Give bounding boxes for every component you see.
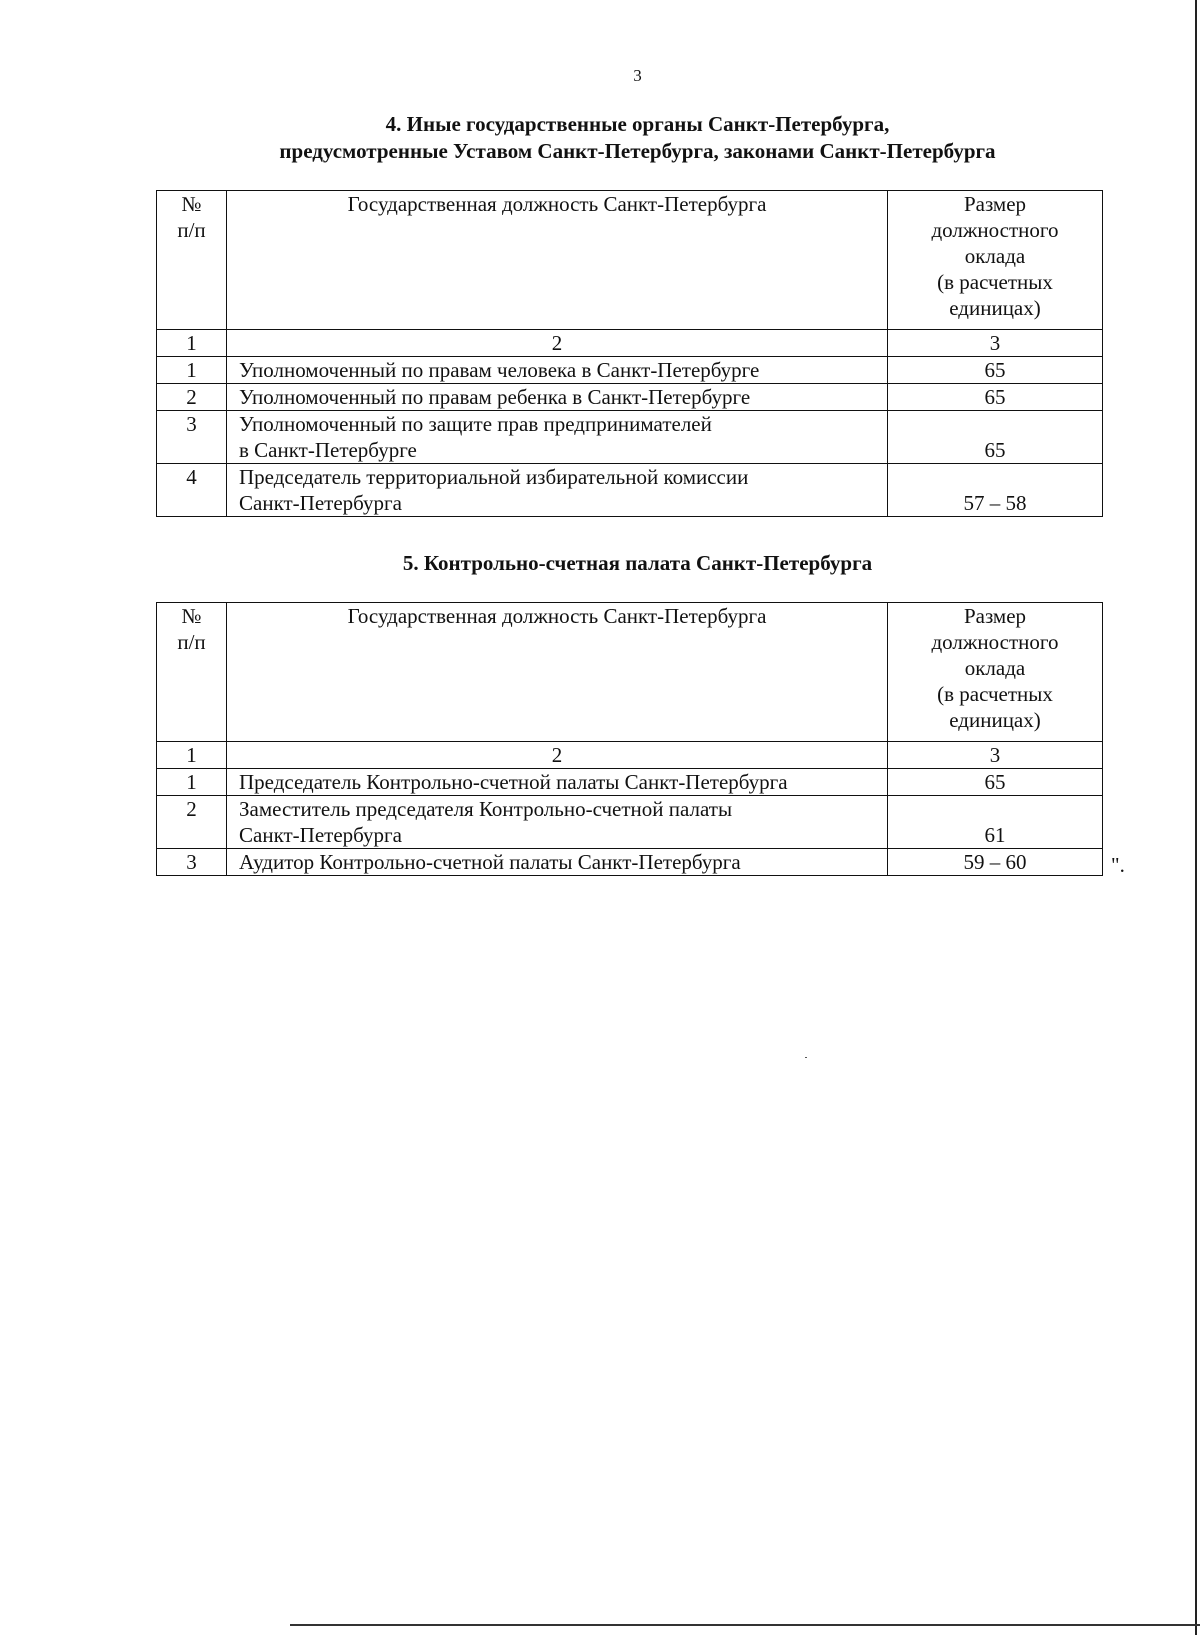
row-number: 1 bbox=[157, 769, 227, 796]
table-row bbox=[157, 384, 1103, 411]
position-name bbox=[227, 411, 888, 464]
header-position-cell: Государственная должность Санкт-Петербурга bbox=[227, 603, 888, 742]
scan-edge-bottom bbox=[290, 1624, 1200, 1626]
scan-speck bbox=[805, 1057, 807, 1058]
table-row bbox=[157, 357, 1103, 384]
header-size-line: (в расчетных bbox=[937, 682, 1053, 706]
table-row bbox=[157, 849, 1103, 876]
salary-value: 65 bbox=[888, 384, 1103, 411]
header-number-cell bbox=[157, 191, 227, 330]
salary-value: 65 bbox=[888, 357, 1103, 384]
row-number: 3 bbox=[157, 849, 227, 876]
closing-quote: ". bbox=[1111, 853, 1125, 877]
header-size-line: оклада bbox=[964, 244, 1026, 268]
salary-value: 65 bbox=[888, 411, 1103, 464]
position-name-line: Санкт-Петербурга bbox=[239, 823, 402, 847]
section5-title bbox=[0, 550, 1200, 577]
position-name bbox=[227, 769, 888, 796]
section5-table bbox=[156, 602, 1103, 876]
section4-title-line1: 4. Иные государственные органы Санкт-Петербурга, bbox=[385, 112, 890, 136]
column-index-cell: 1 bbox=[157, 742, 227, 769]
row-number: 4 bbox=[157, 464, 227, 517]
table-row bbox=[157, 769, 1103, 796]
header-size-line: Размер bbox=[963, 604, 1027, 628]
section4-title-line2: предусмотренные Уставом Санкт-Петербурга, законами Санкт-Петербурга bbox=[279, 139, 996, 163]
position-name-line: Заместитель председателя Контрольно-счетной палаты bbox=[239, 797, 733, 821]
position-name bbox=[227, 464, 888, 517]
salary-value: 65 bbox=[888, 769, 1103, 796]
section4-title bbox=[0, 111, 1200, 165]
column-index-row bbox=[157, 742, 1103, 769]
header-number-abbr: п/п bbox=[177, 630, 206, 654]
column-index-cell: 2 bbox=[227, 330, 888, 357]
salary-value: 57 – 58 bbox=[888, 464, 1103, 517]
table-header-row bbox=[157, 191, 1103, 330]
header-number-cell bbox=[157, 603, 227, 742]
table-row bbox=[157, 796, 1103, 849]
scan-edge-right bbox=[1195, 0, 1197, 1635]
row-number: 2 bbox=[157, 796, 227, 849]
header-size-line: единицах) bbox=[949, 296, 1041, 320]
salary-value: 61 bbox=[888, 796, 1103, 849]
position-name-line: Уполномоченный по защите прав предпринимателей bbox=[239, 412, 712, 436]
salary-value: 59 – 60 bbox=[888, 849, 1103, 876]
header-size-line: должностного bbox=[931, 630, 1059, 654]
table-row bbox=[157, 464, 1103, 517]
table-header-row bbox=[157, 603, 1103, 742]
row-number: 3 bbox=[157, 411, 227, 464]
column-index-cell: 3 bbox=[888, 742, 1103, 769]
header-size-cell bbox=[888, 603, 1103, 742]
column-index-cell: 3 bbox=[888, 330, 1103, 357]
header-number-symbol: № bbox=[181, 192, 202, 216]
column-index-cell: 1 bbox=[157, 330, 227, 357]
position-name bbox=[227, 796, 888, 849]
position-name bbox=[227, 849, 888, 876]
section4-table bbox=[156, 190, 1103, 517]
header-size-line: оклада bbox=[964, 656, 1026, 680]
page-number: 3 bbox=[633, 66, 642, 85]
header-size-line: Размер bbox=[963, 192, 1027, 216]
position-name-line: Председатель территориальной избирательной комиссии bbox=[239, 465, 749, 489]
header-size-line: должностного bbox=[931, 218, 1059, 242]
position-name bbox=[227, 357, 888, 384]
table-row bbox=[157, 411, 1103, 464]
column-index-row bbox=[157, 330, 1103, 357]
header-size-cell bbox=[888, 191, 1103, 330]
position-name-line: Председатель Контрольно-счетной палаты Санкт-Петербурга bbox=[239, 770, 788, 794]
header-size-line: (в расчетных bbox=[937, 270, 1053, 294]
header-size-line: единицах) bbox=[949, 708, 1041, 732]
position-name-line: Аудитор Контрольно-счетной палаты Санкт-Петербурга bbox=[239, 850, 741, 874]
section5-title-line: 5. Контрольно-счетная палата Санкт-Петербурга bbox=[402, 551, 873, 575]
position-name-line: в Санкт-Петербурге bbox=[239, 438, 417, 462]
header-number-symbol: № bbox=[181, 604, 202, 628]
position-name-line: Уполномоченный по правам человека в Санкт-Петербурге bbox=[239, 358, 760, 382]
header-number-abbr: п/п bbox=[177, 218, 206, 242]
row-number: 1 bbox=[157, 357, 227, 384]
row-number: 2 bbox=[157, 384, 227, 411]
position-name bbox=[227, 384, 888, 411]
column-index-cell: 2 bbox=[227, 742, 888, 769]
position-name-line: Уполномоченный по правам ребенка в Санкт-Петербурге bbox=[239, 385, 751, 409]
header-position-cell: Государственная должность Санкт-Петербурга bbox=[227, 191, 888, 330]
position-name-line: Санкт-Петербурга bbox=[239, 491, 402, 515]
